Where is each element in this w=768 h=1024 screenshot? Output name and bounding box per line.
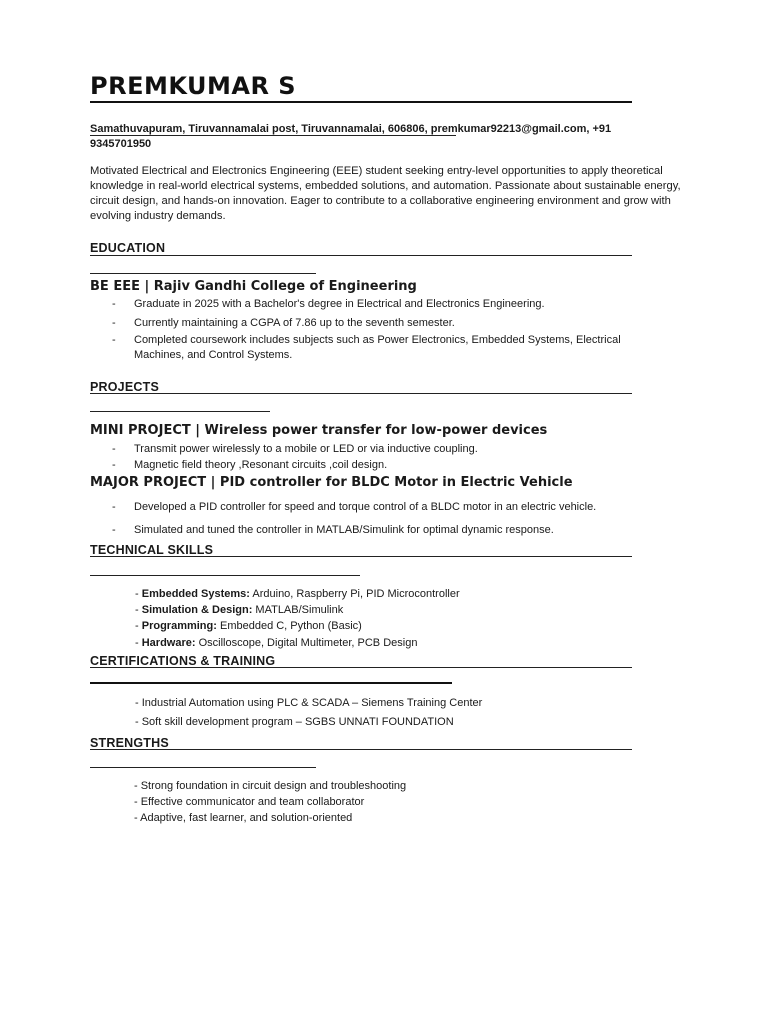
education-heading-rule bbox=[90, 255, 632, 256]
certifications-heading: CERTIFICATIONS & TRAINING bbox=[90, 654, 276, 668]
bullet-dash: - bbox=[112, 501, 116, 513]
list-item: - Simulated and tuned the controller in MATLAB/Simulink for optimal dynamic response. bbox=[112, 524, 554, 536]
list-item: - Programming: Embedded C, Python (Basic) bbox=[135, 620, 362, 632]
list-item: - Strong foundation in circuit design and troubleshooting bbox=[134, 780, 407, 792]
certifications-heading-rule bbox=[90, 667, 632, 668]
list-item: - Currently maintaining a CGPA of 7.86 up to the seventh semester. bbox=[112, 317, 455, 329]
major-project-title: MAJOR PROJECT | PID controller for BLDC Motor in Electric Vehicle bbox=[90, 475, 573, 490]
list-item: - Magnetic field theory ,Resonant circuits ,coil design. bbox=[112, 459, 388, 471]
strengths-heading: STRENGTHS bbox=[90, 736, 169, 750]
list-item: - Transmit power wirelessly to a mobile or LED or via inductive coupling. bbox=[112, 443, 478, 455]
list-item: - Simulation & Design: MATLAB/Simulink bbox=[135, 604, 344, 616]
list-item: - Embedded Systems: Arduino, Raspberry Pi, PID Microcontroller bbox=[135, 588, 460, 600]
education-sub-rule bbox=[90, 273, 316, 274]
list-item: - Industrial Automation using PLC & SCADA – Siemens Training Center bbox=[135, 697, 483, 709]
contact-info bbox=[90, 122, 690, 152]
list-item: - Adaptive, fast learner, and solution-oriented bbox=[134, 812, 353, 824]
bullet-dash: - bbox=[112, 298, 116, 310]
skills-heading: TECHNICAL SKILLS bbox=[90, 543, 214, 557]
skills-heading-rule bbox=[90, 556, 632, 557]
contact-line-2: 9345701950 bbox=[90, 138, 152, 150]
professional-summary: Motivated Electrical and Electronics Engineering (EEE) student seeking entry-level opportunities to apply theoretical knowledge in real-world electrical systems, embedded solutions, and automation. Passionate about sustainable energy, circuit design, and hands-on innovation. Eager to contribute to a collaborative engineering environment and grow with evolving industry demands. bbox=[90, 165, 681, 222]
bullet-dash: - bbox=[112, 443, 116, 455]
bullet-dash: - bbox=[112, 524, 116, 536]
projects-heading: PROJECTS bbox=[90, 380, 159, 394]
bullet-dash: - bbox=[112, 334, 116, 346]
contact-line-1: Samathuvapuram, Tiruvannamalai post, Tiruvannamalai, 606806, premkumar92213@gmail.com, +91 bbox=[90, 123, 612, 135]
bullet-dash: - bbox=[112, 459, 116, 471]
candidate-name: PREMKUMAR S bbox=[90, 72, 297, 100]
mini-project-title: MINI PROJECT | Wireless power transfer for low-power devices bbox=[90, 423, 548, 438]
list-item: - Hardware: Oscilloscope, Digital Multimeter, PCB Design bbox=[135, 637, 418, 649]
bullet-dash: - bbox=[112, 317, 116, 329]
list-item: - Graduate in 2025 with a Bachelor's degree in Electrical and Electronics Engineering. bbox=[112, 298, 545, 310]
skills-sub-rule bbox=[90, 575, 360, 576]
certifications-sub-rule bbox=[90, 682, 452, 684]
projects-heading-rule bbox=[90, 393, 632, 394]
list-item: - Developed a PID controller for speed and torque control of a BLDC motor in an electric vehicle. bbox=[112, 501, 597, 513]
list-item: - Completed coursework includes subjects such as Power Electronics, Embedded Systems, Electrical Machines, and Control Systems. bbox=[112, 334, 621, 361]
education-heading: EDUCATION bbox=[90, 241, 166, 255]
list-item: - Effective communicator and team collaborator bbox=[134, 796, 365, 808]
projects-sub-rule bbox=[90, 411, 270, 412]
name-underline bbox=[90, 101, 632, 103]
list-item: - Soft skill development program – SGBS UNNATI FOUNDATION bbox=[135, 716, 454, 728]
strengths-heading-rule bbox=[90, 749, 632, 750]
education-degree: BE EEE | Rajiv Gandhi College of Engineering bbox=[90, 279, 417, 294]
contact-underline bbox=[90, 135, 456, 136]
strengths-sub-rule bbox=[90, 767, 316, 768]
